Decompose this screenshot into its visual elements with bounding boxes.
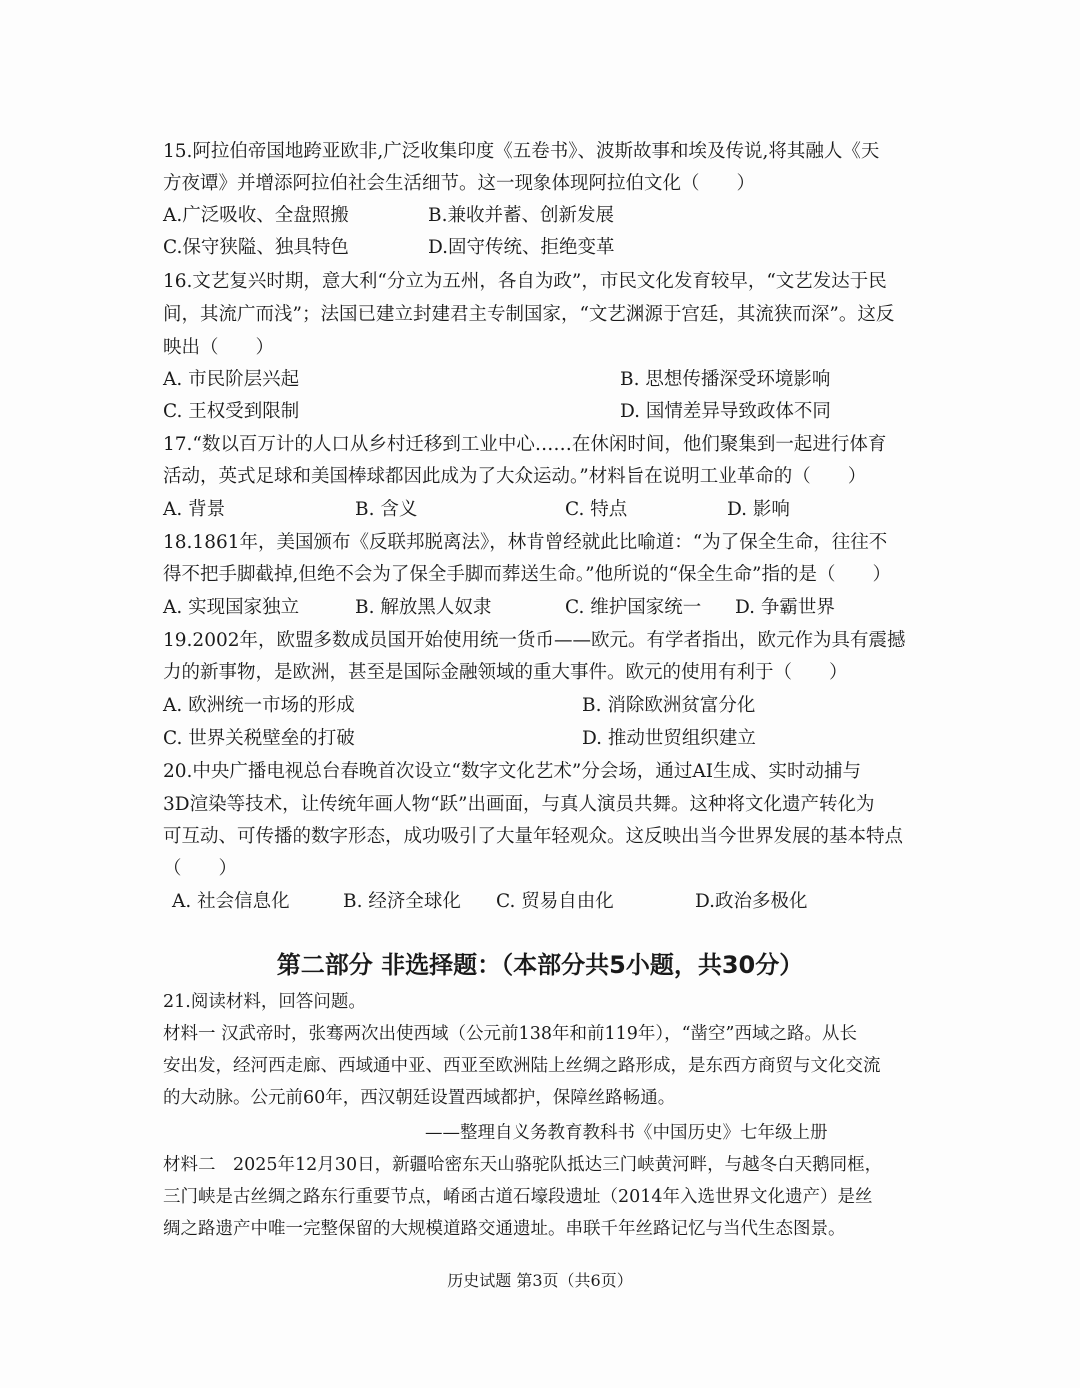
q20-line-2: 3D渲染等技术，让传统年画人物“跃”出画面，与真人演员共舞。这种将文化遗产转化为 (163, 794, 875, 815)
q15-option-d: D.固守传统、拒绝变革 (428, 237, 615, 258)
q16-line-1: 16.文艺复兴时期，意大利“分立为五州，各自为政”，市民文化发育较早，“文艺发达于民 (163, 271, 887, 292)
q16-option-a: A. 市民阶层兴起 (163, 369, 300, 390)
q15-line-2: 方夜谭》并增添阿拉伯社会生活细节。这一现象体现阿拉伯文化（ ） (163, 173, 756, 194)
q15-option-c: C.保守狭隘、独具特色 (163, 237, 349, 258)
q16-line-3: 映出（ ） (163, 337, 275, 358)
q19-line-1: 19.2002年，欧盟多数成员国开始使用统一货币——欧元。有学者指出，欧元作为具有震撼 (163, 630, 906, 651)
material2-line-3: 绸之路遗产中唯一完整保留的大规模道路交通遗址。串联千年丝路记忆与当代生态图景。 (163, 1219, 846, 1239)
q19-option-d: D. 推动世贸组织建立 (582, 728, 756, 749)
q21-title: 21.阅读材料，回答问题。 (163, 992, 366, 1012)
material1-source: ——整理自义务教育教科书《中国历史》七年级上册 (425, 1123, 828, 1143)
q20-line-1: 20.中央广播电视总台春晚首次设立“数字文化艺术”分会场，通过AI生成、实时动捕与 (163, 761, 862, 782)
q20-line-4: （ ） (163, 858, 238, 879)
material2-line-2: 三门峡是古丝绸之路东行重要节点，崤函古道石壕段遗址（2014年入选世界文化遗产）是丝 (163, 1187, 873, 1207)
q15-option-b: B.兼收并蓄、创新发展 (428, 205, 614, 226)
q18-line-1: 18.1861年，美国颁布《反联邦脱离法》，林肯曾经就此比喻道：“为了保全生命，往往不 (163, 532, 888, 553)
q19-option-b: B. 消除欧洲贫富分化 (582, 695, 756, 716)
q17-option-d: D. 影响 (727, 499, 790, 520)
q16-option-b: B. 思想传播深受环境影响 (620, 369, 831, 390)
q20-option-c: C. 贸易自由化 (496, 891, 614, 912)
q16-line-2: 间，其流广而浅”；法国已建立封建君主专制国家，“文艺渊源于宫廷，其流狭而深”。这反 (163, 304, 895, 325)
q19-option-c: C. 世界关税壁垒的打破 (163, 728, 355, 749)
q17-option-b: B. 含义 (355, 499, 418, 520)
q20-option-d: D.政治多极化 (695, 891, 808, 912)
material2-line-1: 材料二 2025年12月30日，新疆哈密东天山骆驼队抵达三门峡黄河畔，与越冬白天鹅同框， (163, 1155, 883, 1175)
material1-line-1: 材料一 汉武帝时，张骞两次出使西域（公元前138年和前119年），“凿空”西域之路。从长 (163, 1024, 858, 1044)
q18-line-2: 得不把手脚截掉,但绝不会为了保全手脚而葬送生命。”他所说的“保全生命”指的是（ ） (163, 564, 892, 585)
q17-option-a: A. 背景 (163, 499, 226, 520)
material1-line-2: 安出发，经河西走廊、西域通中亚、西亚至欧洲陆上丝绸之路形成，是东西方商贸与文化交流 (163, 1056, 881, 1076)
q16-option-c: C. 王权受到限制 (163, 401, 300, 422)
q17-option-c: C. 特点 (565, 499, 628, 520)
q18-option-d: D. 争霸世界 (735, 597, 835, 618)
q19-option-a: A. 欧洲统一市场的形成 (163, 695, 355, 716)
part2-heading: 第二部分 非选择题：（本部分共5小题，共30分） (276, 951, 804, 979)
q19-line-2: 力的新事物，是欧洲，甚至是国际金融领域的重大事件。欧元的使用有利于（ ） (163, 662, 848, 683)
q18-option-a: A. 实现国家独立 (163, 597, 300, 618)
q17-line-1: 17.“数以百万计的人口从乡村迁移到工业中心……在休闲时间，他们聚集到一起进行体育 (163, 434, 887, 455)
q16-option-d: D. 国情差异导致政体不同 (620, 401, 831, 422)
q20-option-a: A. 社会信息化 (172, 891, 290, 912)
q15-line-1: 15.阿拉伯帝国地跨亚欧非,广泛收集印度《五卷书》、波斯故事和埃及传说,将其融人《天 (163, 141, 880, 162)
page-footer: 历史试题 第3页（共6页） (447, 1271, 633, 1290)
q20-option-b: B. 经济全球化 (343, 891, 461, 912)
q20-line-3: 可互动、可传播的数字形态，成功吸引了大量年轻观众。这反映出当今世界发展的基本特点 (163, 826, 904, 847)
q18-option-c: C. 维护国家统一 (565, 597, 702, 618)
material1-line-3: 的大动脉。公元前60年，西汉朝廷设置西域都护，保障丝路畅通。 (163, 1088, 676, 1108)
q18-option-b: B. 解放黑人奴隶 (355, 597, 492, 618)
q15-option-a: A.广泛吸收、全盘照搬 (163, 205, 349, 226)
q17-line-2: 活动，英式足球和美国棒球都因此成为了大众运动。”材料旨在说明工业革命的（ ） (163, 466, 867, 487)
